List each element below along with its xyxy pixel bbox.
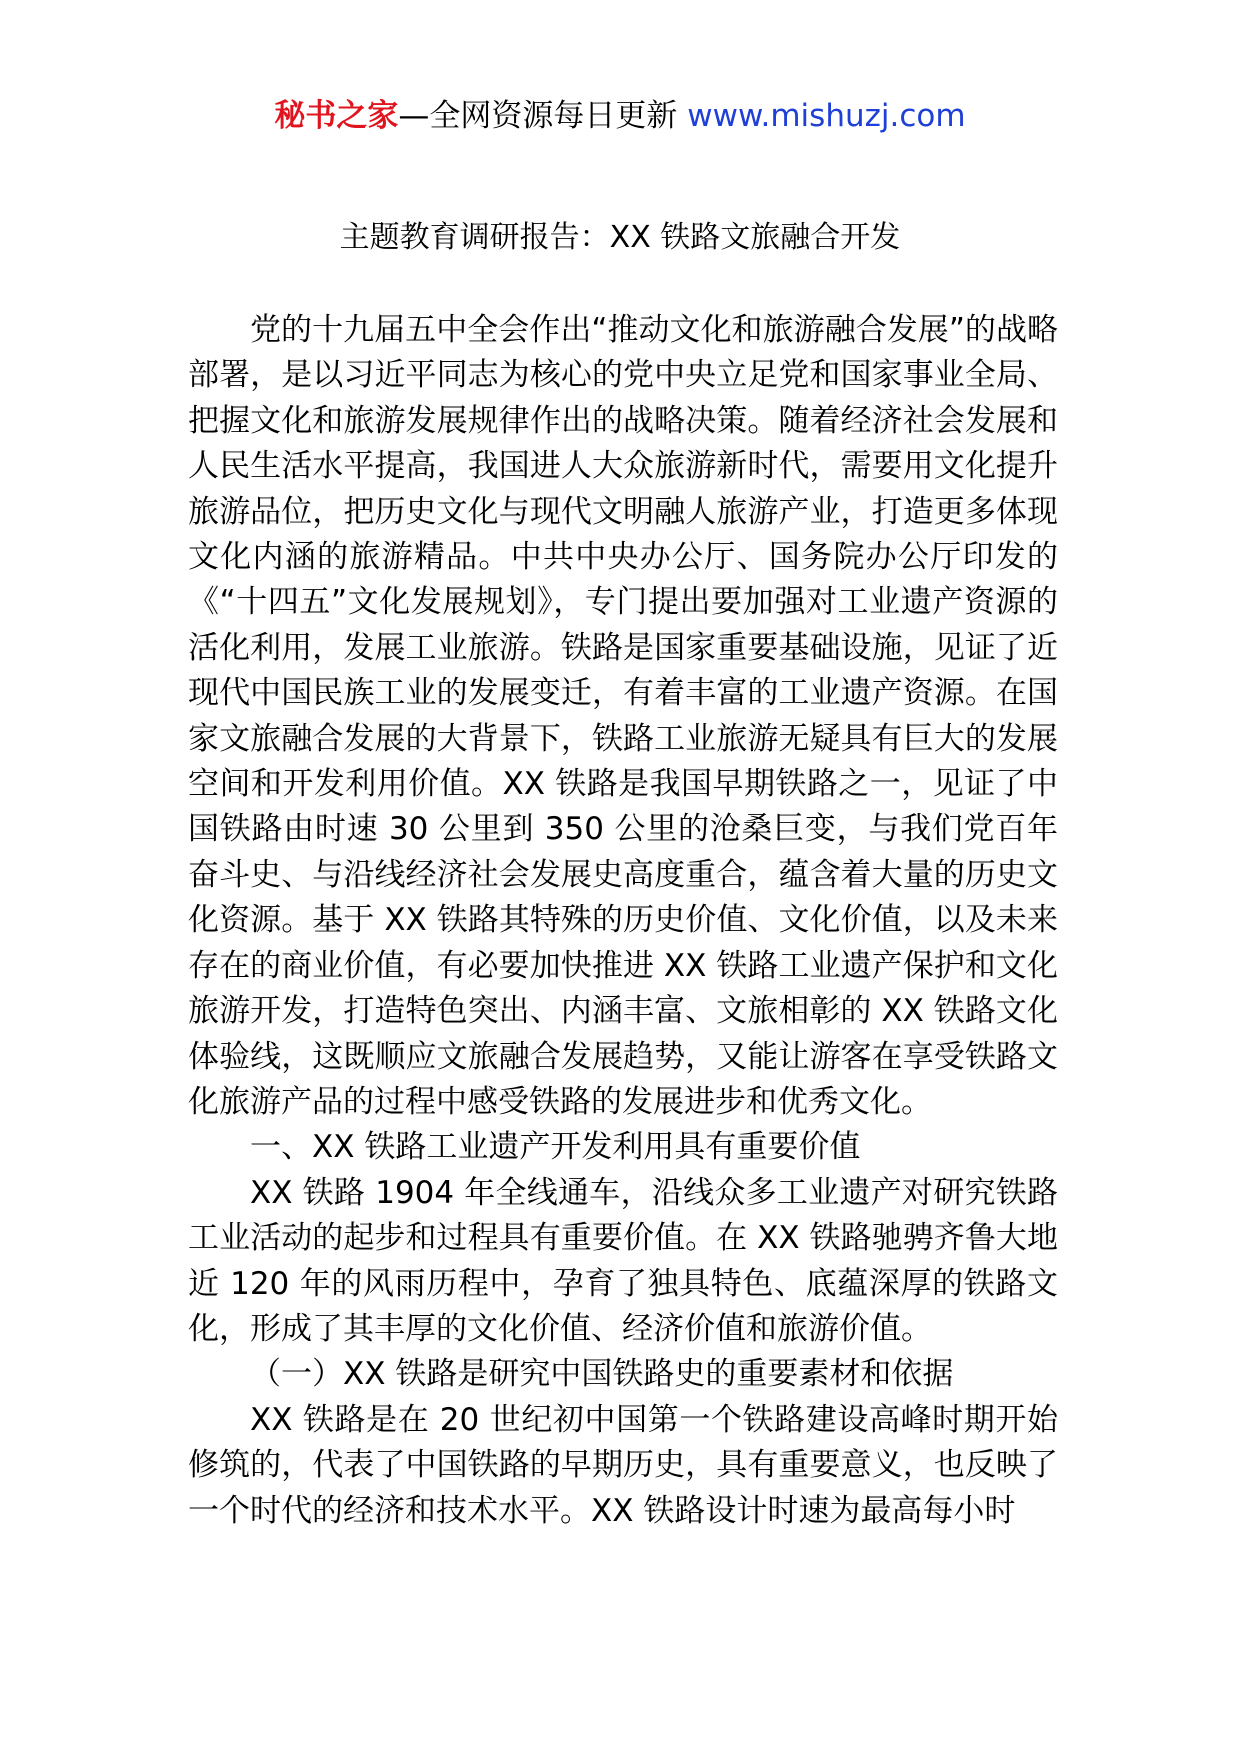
site-url-link[interactable]: www.mishuzj.com (687, 98, 966, 134)
subsection-heading: （一）XX 铁路是研究中国铁路史的重要素材和依据 (250, 1356, 954, 1393)
section-paragraph: XX 铁路 1904 年全线通车，沿线众多工业遗产对研究铁路工业活动的起步和过程具有重要价值。在 XX 铁路驰骋齐鲁大地近 120 年的风雨历程中，孕育了独具特色、底蕴深厚的铁路文化，形成了其丰厚的文化价值、经济价值和旅游价值。 (188, 1174, 1058, 1347)
intro-paragraph: 党的十九届五中全会作出“推动文化和旅游融合发展”的战略部署，是以习近平同志为核心的党中央立足党和国家事业全局、把握文化和旅游发展规律作出的战略决策。随着经济社会发展和人民生活水平提高，我国进人大众旅游新时代，需要用文化提升旅游品位，把历史文化与现代文明融人旅游产业，打造更多体现文化内涵的旅游精品。中共中央办公厅、国务院办公厅印发的《“十四五”文化发展规划》，专门提出要加强对工业遗产资源的活化利用，发展工业旅游。铁路是国家重要基础设施，见证了近现代中国民族工业的发展变迁，有着丰富的工业遗产资源。在国家文旅融合发展的大背景下，铁路工业旅游无疑具有巨大的发展空间和开发利用价值。XX 铁路是我国早期铁路之一，见证了中国铁路由时速 30 公里到 350 公里的沧桑巨变，与我们党百年奋斗史、与沿线经济社会发展史高度重合，蕴含着大量的历史文化资源。基于 XX 铁路其特殊的历史价值、文化价值，以及未来存在的商业价值，有必要加快推进 XX 铁路工业遗产保护和文化旅游开发，打造特色突出、内涵丰富、文旅相彰的 XX 铁路文化体验线，这既顺应文旅融合发展趋势，又能让游客在享受铁路文化旅游产品的过程中感受铁路的发展进步和优秀文化。 (188, 312, 1058, 1120)
document-body (188, 308, 1058, 1534)
subsection-paragraph: XX 铁路是在 20 世纪初中国第一个铁路建设高峰时期开始修筑的，代表了中国铁路的早期历史，具有重要意义，也反映了一个时代的经济和技术水平。XX 铁路设计时速为最高每小时 (188, 1401, 1058, 1529)
site-brand-name: 秘书之家 (274, 98, 399, 134)
section-heading: 一、XX 铁路工业遗产开发利用具有重要价值 (250, 1129, 861, 1166)
site-tagline: —全网资源每日更新 (398, 98, 688, 134)
site-banner (0, 96, 1240, 136)
document-title: 主题教育调研报告：XX 铁路文旅融合开发 (339, 220, 901, 255)
